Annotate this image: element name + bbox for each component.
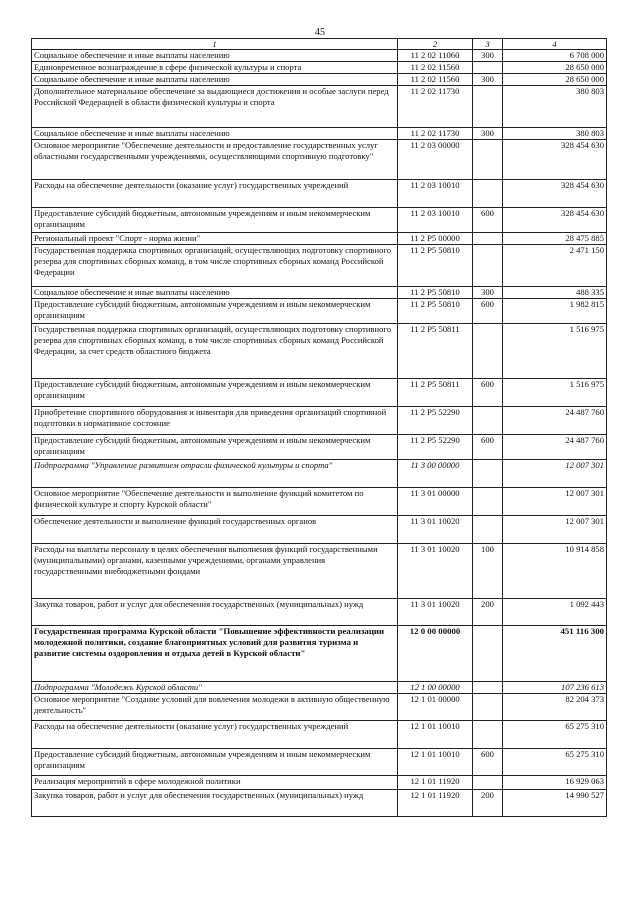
row-type-cell: 300 bbox=[473, 50, 503, 62]
row-sum-cell: 28 475 885 bbox=[503, 233, 607, 245]
table-row bbox=[32, 50, 607, 62]
row-type-cell bbox=[473, 694, 503, 721]
row-sum-cell: 6 708 000 bbox=[503, 50, 607, 62]
row-type-cell bbox=[473, 324, 503, 379]
header-col-sum: 4 bbox=[503, 39, 607, 50]
row-name-cell: Государственная поддержка спортивных организаций, осуществляющих подготовку спортивного резерва для спортивных сборных команд, в том числе спортивных сборных команд Российской Федерации, за счет средств областного бюджета bbox=[32, 324, 398, 379]
row-code-cell: 11 2 P5 00000 bbox=[398, 233, 473, 245]
row-name-cell: Расходы на выплаты персоналу в целях обеспечения выполнения функций государственными (муниципальными) органами, казенными учреждениями, органами управления государственными внебюджетными фондами bbox=[32, 544, 398, 599]
row-code-cell: 11 2 P5 50810 bbox=[398, 299, 473, 324]
row-sum-cell: 328 454 630 bbox=[503, 140, 607, 180]
row-name-cell: Предоставление субсидий бюджетным, автономным учреждениям и иным некоммерческим организациям bbox=[32, 749, 398, 776]
table-row bbox=[32, 86, 607, 128]
table-row bbox=[32, 140, 607, 180]
table-row bbox=[32, 682, 607, 694]
header-col-name: 1 bbox=[32, 39, 398, 50]
row-type-cell: 600 bbox=[473, 435, 503, 460]
row-code-cell: 11 3 01 00000 bbox=[398, 488, 473, 516]
row-type-cell bbox=[473, 776, 503, 790]
row-code-cell: 12 1 01 10010 bbox=[398, 749, 473, 776]
row-sum-cell: 12 007 301 bbox=[503, 460, 607, 488]
row-type-cell bbox=[473, 62, 503, 74]
table-row bbox=[32, 790, 607, 817]
table-row bbox=[32, 407, 607, 435]
row-type-cell: 600 bbox=[473, 379, 503, 407]
row-name-cell: Социальное обеспечение и иные выплаты населению bbox=[32, 74, 398, 86]
table-row bbox=[32, 516, 607, 544]
table-row bbox=[32, 74, 607, 86]
row-name-cell: Региональный проект "Спорт - норма жизни" bbox=[32, 233, 398, 245]
row-code-cell: 12 1 01 10010 bbox=[398, 721, 473, 749]
row-type-cell bbox=[473, 516, 503, 544]
row-sum-cell: 14 990 527 bbox=[503, 790, 607, 817]
table-row bbox=[32, 62, 607, 74]
table-row bbox=[32, 245, 607, 287]
row-name-cell: Социальное обеспечение и иные выплаты населению bbox=[32, 128, 398, 140]
row-name-cell: Подпрограмма "Молодежь Курской области" bbox=[32, 682, 398, 694]
table-row bbox=[32, 180, 607, 208]
row-type-cell bbox=[473, 140, 503, 180]
row-code-cell: 11 2 P5 52290 bbox=[398, 407, 473, 435]
table-row bbox=[32, 694, 607, 721]
row-code-cell: 11 2 03 00000 bbox=[398, 140, 473, 180]
row-type-cell bbox=[473, 682, 503, 694]
row-sum-cell: 28 650 000 bbox=[503, 74, 607, 86]
row-code-cell: 11 2 02 11730 bbox=[398, 86, 473, 128]
page-number: 45 bbox=[315, 27, 325, 38]
row-type-cell bbox=[473, 626, 503, 682]
table-header-row bbox=[32, 39, 607, 50]
row-code-cell: 11 3 01 10020 bbox=[398, 599, 473, 626]
row-name-cell: Предоставление субсидий бюджетным, автономным учреждениям и иным некоммерческим организациям bbox=[32, 435, 398, 460]
row-type-cell bbox=[473, 721, 503, 749]
row-sum-cell: 65 275 310 bbox=[503, 721, 607, 749]
table-row bbox=[32, 749, 607, 776]
row-sum-cell: 1 516 975 bbox=[503, 324, 607, 379]
table-row bbox=[32, 128, 607, 140]
row-sum-cell: 1 982 815 bbox=[503, 299, 607, 324]
table-body bbox=[32, 50, 607, 817]
row-code-cell: 11 2 02 11560 bbox=[398, 62, 473, 74]
row-name-cell: Социальное обеспечение и иные выплаты населению bbox=[32, 287, 398, 299]
row-sum-cell: 24 487 760 bbox=[503, 407, 607, 435]
row-name-cell: Реализация мероприятий в сфере молодежной политики bbox=[32, 776, 398, 790]
table-row bbox=[32, 287, 607, 299]
row-name-cell: Расходы на обеспечение деятельности (оказание услуг) государственных учреждений bbox=[32, 180, 398, 208]
row-code-cell: 11 3 00 00000 bbox=[398, 460, 473, 488]
row-name-cell: Расходы на обеспечение деятельности (оказание услуг) государственных учреждений bbox=[32, 721, 398, 749]
row-code-cell: 12 1 01 00000 bbox=[398, 694, 473, 721]
table-row bbox=[32, 599, 607, 626]
budget-table bbox=[31, 38, 607, 817]
header-col-code: 2 bbox=[398, 39, 473, 50]
table-row bbox=[32, 435, 607, 460]
table-row bbox=[32, 544, 607, 599]
row-name-cell: Закупка товаров, работ и услуг для обеспечения государственных (муниципальных) нужд bbox=[32, 790, 398, 817]
row-code-cell: 11 2 02 11060 bbox=[398, 50, 473, 62]
row-code-cell: 11 2 P5 50810 bbox=[398, 287, 473, 299]
row-name-cell: Предоставление субсидий бюджетным, автономным учреждениям и иным некоммерческим организациям bbox=[32, 379, 398, 407]
row-type-cell bbox=[473, 488, 503, 516]
row-code-cell: 11 2 P5 50811 bbox=[398, 379, 473, 407]
row-code-cell: 11 2 02 11560 bbox=[398, 74, 473, 86]
row-code-cell: 12 1 00 00000 bbox=[398, 682, 473, 694]
row-name-cell: Основное мероприятие "Обеспечение деятельности и предоставление государственных услуг областными государственными учреждениями, осуществляющими спортивную подготовку" bbox=[32, 140, 398, 180]
table-row bbox=[32, 721, 607, 749]
table-row bbox=[32, 233, 607, 245]
row-code-cell: 11 2 P5 52290 bbox=[398, 435, 473, 460]
row-name-cell: Приобретение спортивного оборудования и инвентаря для приведения организаций спортивной подготовки в нормативное состояние bbox=[32, 407, 398, 435]
row-code-cell: 11 2 03 10010 bbox=[398, 208, 473, 233]
row-sum-cell: 451 116 300 bbox=[503, 626, 607, 682]
row-sum-cell: 65 275 310 bbox=[503, 749, 607, 776]
row-type-cell bbox=[473, 233, 503, 245]
row-sum-cell: 1 092 443 bbox=[503, 599, 607, 626]
row-name-cell: Подпрограмма "Управление развитием отрасли физической культуры и спорта" bbox=[32, 460, 398, 488]
row-name-cell: Предоставление субсидий бюджетным, автономным учреждениям и иным некоммерческим организациям bbox=[32, 299, 398, 324]
row-sum-cell: 328 454 630 bbox=[503, 180, 607, 208]
row-type-cell bbox=[473, 460, 503, 488]
row-code-cell: 11 2 02 11730 bbox=[398, 128, 473, 140]
table-row bbox=[32, 488, 607, 516]
row-code-cell: 11 3 01 10020 bbox=[398, 516, 473, 544]
row-name-cell: Основное мероприятие "Создание условий для вовлечения молодежи в активную общественную деятельность" bbox=[32, 694, 398, 721]
row-type-cell bbox=[473, 86, 503, 128]
row-code-cell: 12 0 00 00000 bbox=[398, 626, 473, 682]
row-type-cell: 100 bbox=[473, 544, 503, 599]
row-code-cell: 11 2 03 10010 bbox=[398, 180, 473, 208]
row-sum-cell: 24 487 760 bbox=[503, 435, 607, 460]
row-type-cell: 600 bbox=[473, 749, 503, 776]
row-sum-cell: 10 914 858 bbox=[503, 544, 607, 599]
table-row bbox=[32, 324, 607, 379]
row-type-cell: 200 bbox=[473, 599, 503, 626]
row-code-cell: 11 2 P5 50810 bbox=[398, 245, 473, 287]
row-sum-cell: 12 007 301 bbox=[503, 488, 607, 516]
row-type-cell bbox=[473, 245, 503, 287]
row-type-cell bbox=[473, 180, 503, 208]
row-type-cell: 300 bbox=[473, 287, 503, 299]
table-row bbox=[32, 626, 607, 682]
table-row bbox=[32, 208, 607, 233]
row-name-cell: Социальное обеспечение и иные выплаты населению bbox=[32, 50, 398, 62]
row-sum-cell: 380 803 bbox=[503, 86, 607, 128]
row-type-cell: 600 bbox=[473, 208, 503, 233]
table-row bbox=[32, 299, 607, 324]
row-name-cell: Государственная поддержка спортивных организаций, осуществляющих подготовку спортивного резерва для спортивных сборных команд, в том числе спортивных сборных команд Российской Федерации bbox=[32, 245, 398, 287]
row-sum-cell: 82 204 373 bbox=[503, 694, 607, 721]
table-row bbox=[32, 379, 607, 407]
row-code-cell: 11 2 P5 50811 bbox=[398, 324, 473, 379]
row-type-cell: 200 bbox=[473, 790, 503, 817]
row-type-cell: 300 bbox=[473, 74, 503, 86]
row-sum-cell: 28 650 000 bbox=[503, 62, 607, 74]
row-code-cell: 12 1 01 11920 bbox=[398, 776, 473, 790]
row-sum-cell: 12 007 301 bbox=[503, 516, 607, 544]
row-name-cell: Дополнительное материальное обеспечение за выдающиеся достижения и особые заслуги перед Российской Федерацией в области физической культуры и спорта bbox=[32, 86, 398, 128]
row-sum-cell: 2 471 150 bbox=[503, 245, 607, 287]
table-row bbox=[32, 460, 607, 488]
row-name-cell: Закупка товаров, работ и услуг для обеспечения государственных (муниципальных) нужд bbox=[32, 599, 398, 626]
row-code-cell: 12 1 01 11920 bbox=[398, 790, 473, 817]
row-sum-cell: 1 516 975 bbox=[503, 379, 607, 407]
header-col-type: 3 bbox=[473, 39, 503, 50]
row-type-cell: 600 bbox=[473, 299, 503, 324]
row-name-cell: Единовременное вознаграждение в сфере физической культуры и спорта bbox=[32, 62, 398, 74]
row-sum-cell: 380 803 bbox=[503, 128, 607, 140]
row-name-cell: Обеспечение деятельности и выполнение функций государственных органов bbox=[32, 516, 398, 544]
row-name-cell: Основное мероприятие "Обеспечение деятельности и выполнение функций комитетом по физической культуре и спорту Курской области" bbox=[32, 488, 398, 516]
row-name-cell: Государственная программа Курской области "Повышение эффективности реализации молодежной политики, создание благоприятных условий для развития туризма и развитие системы оздоровления и отдыха детей в Курской области" bbox=[32, 626, 398, 682]
row-sum-cell: 488 335 bbox=[503, 287, 607, 299]
row-code-cell: 11 3 01 10020 bbox=[398, 544, 473, 599]
row-type-cell bbox=[473, 407, 503, 435]
table-row bbox=[32, 776, 607, 790]
row-sum-cell: 107 236 613 bbox=[503, 682, 607, 694]
row-name-cell: Предоставление субсидий бюджетным, автономным учреждениям и иным некоммерческим организациям bbox=[32, 208, 398, 233]
row-sum-cell: 328 454 630 bbox=[503, 208, 607, 233]
row-sum-cell: 16 929 063 bbox=[503, 776, 607, 790]
row-type-cell: 300 bbox=[473, 128, 503, 140]
